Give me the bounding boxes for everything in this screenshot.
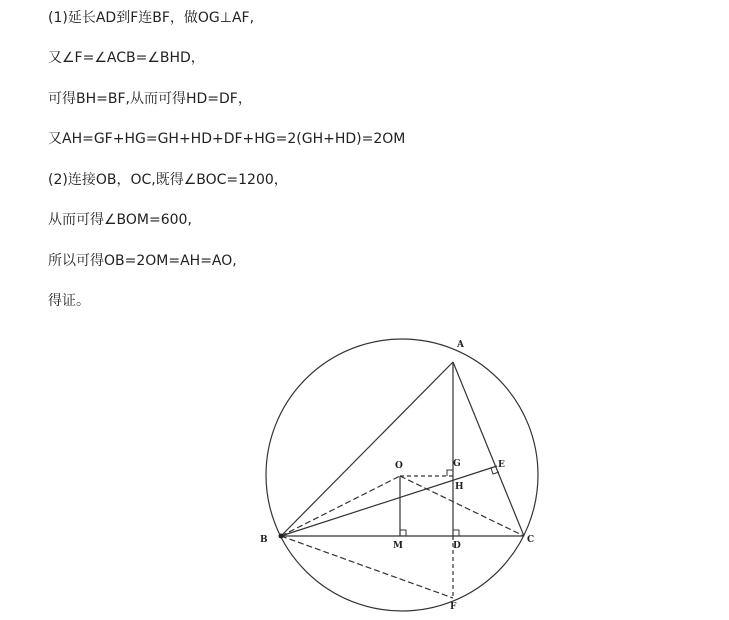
label-h: H (455, 482, 464, 492)
right-angle-d (453, 530, 459, 536)
label-o: O (395, 461, 403, 471)
proof-line-8: 得证。 (48, 293, 90, 309)
label-c: C (527, 535, 535, 545)
proof-line-6: 从而可得∠BOM=600, (48, 212, 192, 228)
segment-ob (281, 476, 400, 536)
segment-ab (281, 362, 453, 536)
label-g: G (453, 459, 461, 469)
segment-be (281, 466, 497, 536)
label-b: B (260, 535, 268, 545)
label-d: D (453, 541, 461, 551)
proof-line-5: (2)连接OB，OC,既得∠BOC=1200， (48, 172, 288, 188)
point-b-dot (279, 534, 284, 539)
proof-line-3: 可得BH=BF,从而可得HD=DF， (48, 91, 252, 107)
label-m: M (393, 541, 403, 551)
label-e: E (498, 460, 505, 470)
right-angle-m (400, 530, 406, 536)
circumcircle (266, 339, 538, 611)
segment-ac (453, 362, 524, 536)
proof-line-4: 又AH=GF+HG=GH+HD+DF+HG=2(GH+HD)=2OM (48, 131, 406, 147)
label-a: A (457, 340, 464, 350)
label-f: F (450, 602, 457, 612)
right-angle-g (447, 470, 453, 476)
segment-bf (281, 536, 453, 598)
proof-line-1: (1)延长AD到F连BF，做OG⊥AF, (48, 10, 255, 26)
proof-line-7: 所以可得OB=2OM=AH=AO, (48, 253, 237, 269)
proof-line-2: 又∠F=∠ACB=∠BHD， (48, 50, 205, 66)
